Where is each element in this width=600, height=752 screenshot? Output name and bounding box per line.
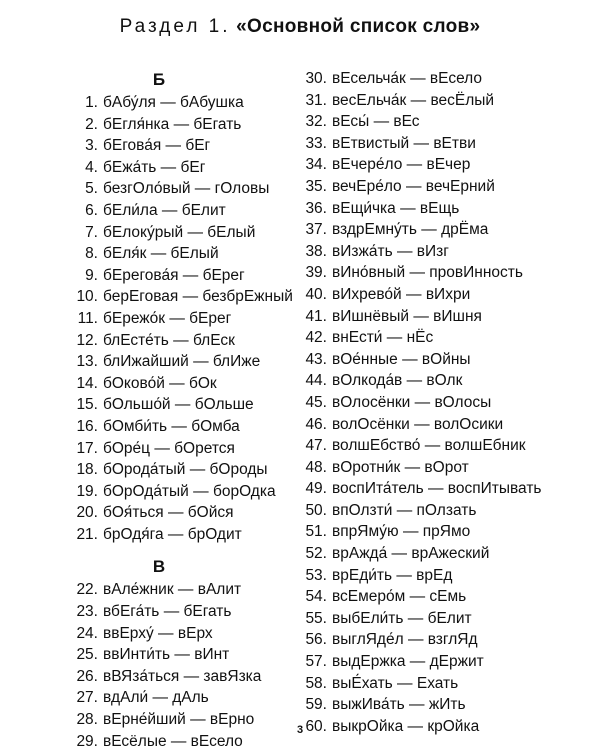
entry-words: внЕсти́ — нЁс (332, 329, 434, 347)
entry-number: 41. (305, 307, 327, 325)
entry-number: 48. (305, 458, 327, 476)
entry-number: 52. (305, 545, 327, 563)
entry-number: 22. (76, 581, 98, 599)
entry-words: вЕчере́ло — вЕчер (332, 156, 471, 174)
word-entry (305, 673, 595, 695)
entry-words: бОково́й — бОк (103, 374, 217, 392)
entry-number: 51. (305, 523, 327, 541)
entry-words: бЕрегова́я — бЕрег (103, 266, 245, 284)
word-entry (305, 435, 595, 457)
entry-number: 45. (305, 393, 327, 411)
word-entry (64, 243, 304, 265)
entry-words: вдАли́ — дАль (103, 689, 209, 707)
word-entry (305, 629, 595, 651)
word-entry (64, 416, 304, 438)
word-entry (305, 392, 595, 414)
word-entry (64, 644, 304, 666)
entry-words: бЕгова́я — бЕг (103, 137, 211, 155)
entry-number: 7. (85, 223, 98, 241)
entry-number: 56. (305, 631, 327, 649)
entry-number: 44. (305, 372, 327, 390)
word-entry (64, 373, 304, 395)
entry-number: 14. (76, 374, 98, 392)
entry-number: 32. (305, 113, 327, 131)
entry-number: 3. (85, 137, 98, 155)
entry-words: выглЯде́л — взглЯд (332, 631, 478, 649)
entry-number: 33. (305, 134, 327, 152)
section-name: «Основной список слов» (236, 16, 481, 37)
entry-number: 16. (76, 417, 98, 435)
entry-number: 21. (76, 525, 98, 543)
entry-words: вИно́вный — провИнность (332, 264, 523, 282)
letter-heading: Б (152, 70, 166, 89)
word-entry (305, 500, 595, 522)
word-entry (305, 608, 595, 630)
entry-words: вечЕре́ло — вечЕрний (332, 177, 495, 195)
word-entry (64, 351, 304, 373)
entry-words: выЕ́хать — Ехать (332, 674, 459, 692)
entry-words: бАбу́ля — бАбушка (103, 94, 244, 111)
entry-words: бЕли́ла — бЕлит (103, 201, 226, 219)
entry-number: 39. (305, 264, 327, 282)
entry-number: 40. (305, 285, 327, 303)
entry-words: впрЯму́ю — прЯмо (332, 523, 471, 541)
entry-number: 26. (76, 667, 98, 685)
entry-number: 34. (305, 156, 327, 174)
entry-number: 35. (305, 177, 327, 195)
entry-number: 59. (305, 696, 327, 714)
entry-words: врАжда́ — врАжеский (332, 545, 490, 563)
entry-words: бОя́ться — бОйся (103, 504, 234, 522)
entry-words: блЕсте́ть — блЕск (103, 331, 235, 349)
entry-words: впОлзти́ — пОлзать (332, 501, 477, 519)
word-entry (305, 457, 595, 479)
entry-number: 25. (76, 646, 98, 664)
word-entry (64, 524, 304, 546)
entry-words: вздрЕмну́ть — дрЁма (332, 221, 489, 239)
entry-number: 29. (76, 732, 98, 750)
word-entry (64, 265, 304, 287)
entry-number: 13. (76, 353, 98, 371)
page-number: 3 (296, 724, 304, 736)
entry-number: 20. (76, 504, 98, 522)
word-entry (64, 135, 304, 157)
entry-words: вЕрне́йший — вЕрно (103, 711, 255, 729)
entry-number: 6. (85, 201, 98, 219)
word-entry (305, 651, 595, 673)
entry-words: выбЕли́ть — бЕлит (332, 609, 472, 627)
entry-words: бОльшо́й — бОльше (103, 396, 254, 414)
section-number: Раздел 1. (119, 16, 231, 37)
entry-number: 53. (305, 566, 327, 584)
entry-words: вбЕга́ть — бЕгать (103, 603, 232, 621)
page-title (0, 16, 600, 38)
entry-words: бОрода́тый — бОроды (103, 461, 268, 479)
entry-words: вЕсельча́к — вЕсело (332, 70, 483, 87)
word-entry (305, 694, 595, 716)
word-entry (305, 111, 595, 133)
word-entry (305, 521, 595, 543)
entry-words: вИшнёвый — вИшня (332, 307, 482, 325)
section-gap (64, 545, 304, 555)
entry-number: 1. (85, 94, 98, 111)
entry-number: 31. (305, 91, 327, 109)
word-entry (64, 623, 304, 645)
entry-words: волОсёнки — волОсики (332, 415, 504, 433)
entry-words: выжИва́ть — жИть (332, 696, 466, 714)
entry-number: 49. (305, 480, 327, 498)
entry-words: брОдя́га — брОдит (103, 525, 242, 543)
entry-words: всЕмеро́м — сЕмь (332, 588, 467, 606)
word-entry (305, 241, 595, 263)
entry-number: 43. (305, 350, 327, 368)
word-entry (64, 330, 304, 352)
entry-number: 8. (85, 245, 98, 263)
entry-words: вЕсёлые — вЕсело (103, 732, 243, 750)
entry-words: выдЕржка — дЕржит (332, 653, 484, 671)
word-entry (305, 327, 595, 349)
entry-number: 15. (76, 396, 98, 414)
entry-number: 24. (76, 624, 98, 642)
word-entry (305, 262, 595, 284)
entry-number: 36. (305, 199, 327, 217)
entry-words: выкрОйка — крОйка (332, 717, 480, 735)
word-entry (64, 687, 304, 709)
word-entry (305, 198, 595, 220)
entry-number: 9. (85, 266, 98, 284)
entry-number: 50. (305, 501, 327, 519)
entry-words: бОмби́ть — бОмба (103, 417, 240, 435)
word-entry (64, 92, 304, 114)
entry-number: 17. (76, 439, 98, 457)
entry-words: бЕля́к — бЕлый (103, 245, 219, 263)
word-entry (64, 222, 304, 244)
word-entry (305, 478, 595, 500)
entry-words: ввЕрху́ — вЕрх (103, 624, 213, 642)
word-entry (64, 157, 304, 179)
word-entry (305, 543, 595, 565)
entry-number: 5. (85, 180, 98, 198)
word-entry (305, 586, 595, 608)
entry-number: 47. (305, 437, 327, 455)
word-entry (64, 394, 304, 416)
right-column (305, 68, 595, 737)
entry-number: 46. (305, 415, 327, 433)
entry-number: 60. (305, 717, 327, 735)
entry-number: 57. (305, 653, 327, 671)
entry-number: 11. (77, 309, 98, 327)
entry-words: бОрОда́тый — борОдка (103, 482, 276, 500)
word-entry (64, 601, 304, 623)
entry-words: волшЕбство́ — волшЕбник (332, 437, 526, 455)
word-entry (305, 284, 595, 306)
letter-heading: В (152, 557, 166, 577)
word-entry (64, 200, 304, 222)
entry-number: 27. (76, 689, 98, 707)
entry-number: 23. (76, 603, 98, 621)
entry-words: блИжайший — блИже (103, 353, 261, 371)
word-entry (305, 133, 595, 155)
word-entry (305, 90, 595, 112)
entry-words: бЕлоку́рый — бЕлый (103, 223, 256, 241)
word-entry (305, 68, 595, 90)
word-entry (305, 349, 595, 371)
word-entry (64, 459, 304, 481)
entry-words: ввИнти́ть — вИнт (103, 646, 230, 664)
entry-words: бЕгля́нка — бЕгать (103, 115, 242, 133)
entry-words: весЕльча́к — весЁлый (332, 91, 495, 109)
word-entry (64, 178, 304, 200)
word-entry (64, 286, 304, 308)
entry-words: вИхрево́й — вИхри (332, 285, 471, 303)
entry-number: 19. (76, 482, 98, 500)
entry-words: воспИта́тель — воспИтывать (332, 480, 542, 498)
entry-words: вЕсы́ — вЕс (332, 113, 420, 131)
entry-number: 28. (76, 711, 98, 729)
word-entry (305, 154, 595, 176)
entry-number: 12. (76, 331, 98, 349)
word-entry (305, 176, 595, 198)
word-entry (64, 438, 304, 460)
entry-words: вВЯза́ться — завЯзка (103, 667, 262, 685)
entry-number: 54. (305, 588, 327, 606)
entry-words: вЕтвистый — вЕтви (332, 134, 476, 152)
entry-number: 10. (76, 288, 98, 306)
entry-number: 30. (305, 70, 327, 87)
entry-words: вОротни́к — вОрот (332, 458, 469, 476)
left-column (64, 68, 304, 752)
entry-number: 4. (85, 158, 98, 176)
entry-number: 42. (305, 329, 327, 347)
word-entry (305, 219, 595, 241)
word-entry (64, 114, 304, 136)
entry-words: безгОло́вый — гОловы (103, 180, 270, 198)
entry-words: бЕжа́ть — бЕг (103, 158, 206, 176)
word-entry (64, 502, 304, 524)
entry-number: 55. (305, 609, 327, 627)
entry-words: вИзжа́ть — вИзг (332, 242, 449, 260)
entry-words: врЕди́ть — врЕд (332, 566, 453, 584)
word-entry (64, 579, 304, 601)
entry-words: вОлосёнки — вОлосы (332, 393, 492, 411)
word-entry (64, 481, 304, 503)
entry-number: 38. (305, 242, 327, 260)
entry-words: вАле́жник — вАлит (103, 581, 242, 599)
entry-words: бОре́ц — бОрется (103, 439, 235, 457)
word-entry (305, 414, 595, 436)
word-entry (305, 370, 595, 392)
entry-number: 2. (85, 115, 98, 133)
word-entry (305, 306, 595, 328)
word-entry (305, 565, 595, 587)
entry-words: берЕговая — безбрЕжный (103, 288, 293, 306)
word-entry (64, 666, 304, 688)
word-entry (64, 308, 304, 330)
entry-words: вОлкода́в — вОлк (332, 372, 463, 390)
entry-number: 37. (305, 221, 327, 239)
entry-number: 18. (76, 461, 98, 479)
entry-words: бЕрежо́к — бЕрег (103, 309, 232, 327)
entry-number: 58. (305, 674, 327, 692)
entry-words: вЕщи́чка — вЕщь (332, 199, 460, 217)
entry-words: вОе́нные — вОйны (332, 350, 471, 368)
